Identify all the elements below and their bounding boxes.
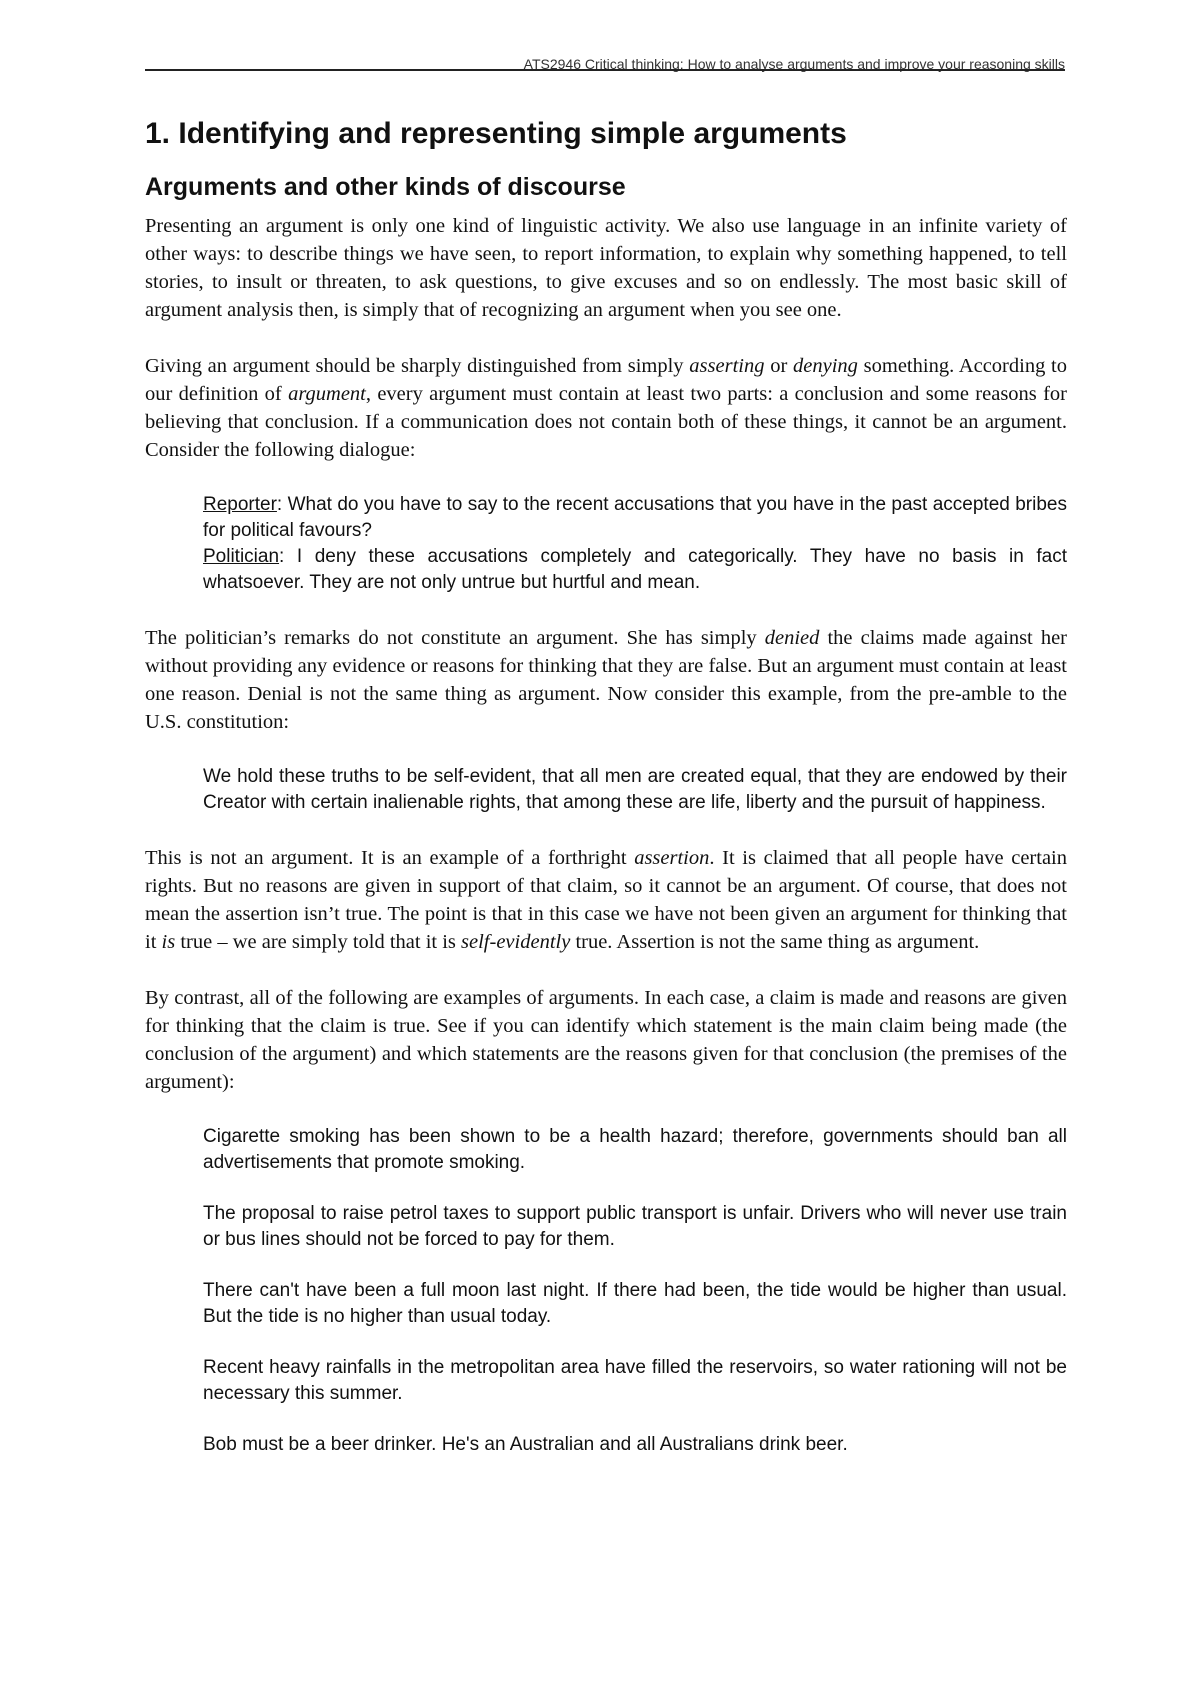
argument-example: The proposal to raise petrol taxes to support public transport is unfair. Drivers who will never use train or bus lines should not be forced to pay for them. <box>203 1203 1067 1250</box>
paragraph-intro: Presenting an argument is only one kind of linguistic activity. We also use language in an infinite variety of other ways: to describe things we have seen, to report information, to explain why something happened, to tell stories, to insult or threaten, to ask questions, to give excuses and so on endlessly. The most basic skill of argument analysis then, is simply that of recognizing an argument when you see one. <box>145 215 1067 321</box>
argument-example: There can't have been a full moon last night. If there had been, the tide would be higher than usual. But the tide is no higher than usual today. <box>203 1280 1067 1327</box>
speaker-reporter: Reporter <box>203 494 277 515</box>
argument-example: Recent heavy rainfalls in the metropolitan area have filled the reservoirs, so water rationing will not be necessary this summer. <box>203 1357 1067 1404</box>
politician-line: Politician: I deny these accusations completely and categorically. They have no basis in fact whatsoever. They are not only untrue but hurtful and mean. <box>203 546 1067 593</box>
document-body <box>145 116 1067 1483</box>
paragraph-examples-intro: By contrast, all of the following are examples of arguments. In each case, a claim is made and reasons are given for thinking that the claim is true. See if you can identify which statement is the main claim being made (the conclusion of the argument) and which statements are the reasons given for that conclusion (the premises of the argument): <box>145 987 1067 1093</box>
speaker-politician: Politician <box>203 546 280 567</box>
running-header: ATS2946 Critical thinking: How to analyse arguments and improve your reasoning skills <box>523 56 1065 72</box>
paragraph-assertion: This is not an argument. It is an example of a forthright assertion. It is claimed that all people have certain rights. But no reasons are given in support of that claim, so it cannot be an argument. Of course, that does not mean the assertion isn’t true. The point is that in this case we have not been given an argument for thinking that it is true – we are simply told that it is self-evidently true. Assertion is not the same thing as argument. <box>145 847 1067 953</box>
paragraph-asserting-denying: Giving an argument should be sharply distinguished from simply asserting or denying something. According to our definition of argument, every argument must contain at least two parts: a conclusion and some reasons for believing that conclusion. If a communication does not contain both of these things, it cannot be an argument. Consider the following dialogue: <box>145 355 1067 461</box>
argument-example: Cigarette smoking has been shown to be a health hazard; therefore, governments should ban all advertisements that promote smoking. <box>203 1126 1067 1173</box>
argument-example: Bob must be a beer drinker. He's an Australian and all Australians drink beer. <box>203 1434 848 1455</box>
constitution-quote: We hold these truths to be self-evident, that all men are created equal, that they are endowed by their Creator with certain inalienable rights, that among these are life, liberty and the pursuit of happiness. <box>203 766 1067 813</box>
reporter-line: Reporter: What do you have to say to the recent accusations that you have in the past accepted bribes for political favours? <box>203 494 1067 541</box>
paragraph-politician-remarks: The politician’s remarks do not constitute an argument. She has simply denied the claims made against her without providing any evidence or reasons for thinking that they are false. But an argument must contain at least one reason. Denial is not the same thing as argument. Now consider this example, from the pre-amble to the U.S. constitution: <box>145 627 1067 733</box>
header-rule <box>145 69 1065 71</box>
dialogue-block <box>203 492 1067 596</box>
chapter-title: 1. Identifying and representing simple arguments <box>145 117 847 150</box>
section-heading: Arguments and other kinds of discourse <box>145 173 626 201</box>
